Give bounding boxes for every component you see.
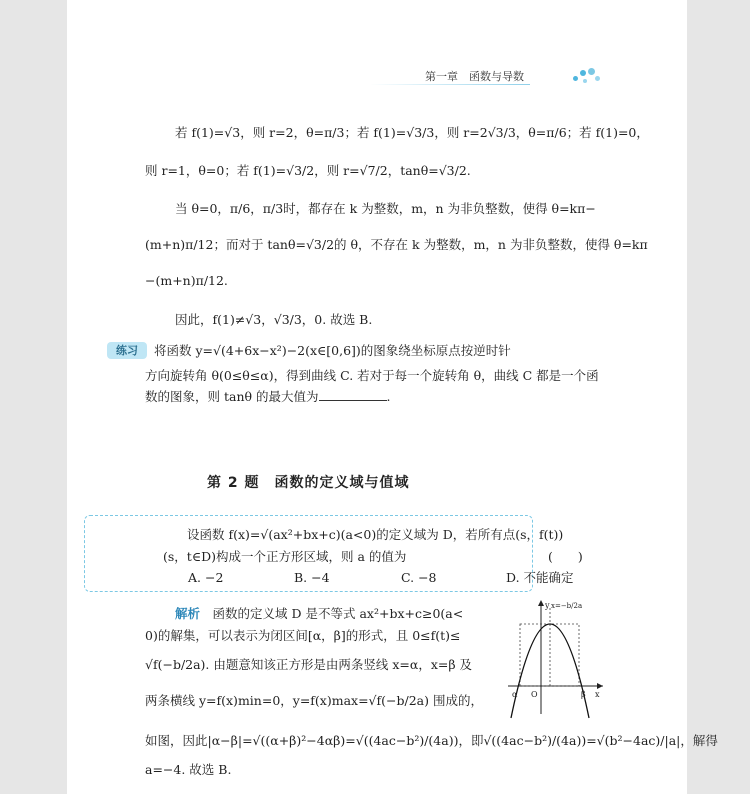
exercise-line-3: 数的图象，则 tanθ 的最大值为 . <box>145 389 391 404</box>
origin-label: O <box>531 690 538 699</box>
solution-line-4: 两条横线 y=f(x)min=0，y=f(x)max=√f(−b/2a) 围成的， <box>145 693 483 708</box>
problem-line-1: 设函数 f(x)=√(ax²+bx+c)(a<0)的定义域为 D，若所有点(s，f(t)) <box>187 527 564 542</box>
solution-line-1: 解析 函数的定义域 D 是不等式 ax²+bx+c≥0(a< <box>175 606 464 621</box>
text-line-3: 当 θ=0，π/6，π/3时，都存在 k 为整数，m，n 为非负整数，使得 θ=kπ− <box>175 201 596 216</box>
solution-label: 解析 <box>175 606 201 621</box>
section-title: 第 2 题 函数的定义域与值域 <box>207 475 410 491</box>
parabola-figure <box>503 596 608 721</box>
text-line-1: 若 f(1)=√3，则 r=2，θ=π/3；若 f(1)=√3/3，则 r=2√3/3，θ=π/6；若 f(1)=0， <box>175 125 649 140</box>
exercise-badge: 练习 <box>107 342 147 359</box>
problem-line-2: (s，t∈D)构成一个正方形区域，则 a 的值为 <box>163 549 407 564</box>
option-d: D. 不能确定 <box>506 570 574 585</box>
x-axis-arrow-icon <box>597 683 603 689</box>
solution-line-6: a=−4. 故选 B. <box>145 762 232 777</box>
axis-label-x: x <box>595 690 600 699</box>
text-line-6: 因此，f(1)≠√3，√3/3，0. 故选 B. <box>175 312 373 327</box>
vertex-line-label: x=−b/2a <box>551 602 583 610</box>
chapter-header: 第一章 函数与导数 <box>425 70 524 83</box>
text-line-2: 则 r=1，θ=0；若 f(1)=√3/2，则 r=√7/2，tanθ=√3/2. <box>145 163 471 178</box>
parabola-curve <box>511 624 589 718</box>
option-b: B. −4 <box>294 570 330 585</box>
text-line-5: −(m+n)π/12. <box>145 273 228 288</box>
option-c: C. −8 <box>401 570 437 585</box>
header-rule <box>370 84 530 85</box>
solution-line-5: 如图，因此|α−β|=√((α+β)²−4αβ)=√((4ac−b²)/(4a))，即√((4ac−b²)/(4a))=√(b²−4ac)/|a|，解得 <box>145 733 718 748</box>
y-axis-arrow-icon <box>538 600 544 606</box>
axis-label-y: y <box>545 601 550 610</box>
square-region <box>520 624 579 686</box>
answer-blank <box>319 389 387 401</box>
exercise-line-2: 方向旋转角 θ(0≤θ≤α)，得到曲线 C. 若对于每一个旋转角 θ，曲线 C 都是一个函 <box>145 368 599 383</box>
beta-label: β <box>581 690 586 699</box>
solution-line-3: √f(−b/2a). 由题意知该正方形是由两条竖线 x=α，x=β 及 <box>145 657 473 672</box>
option-a: A. −2 <box>188 570 224 585</box>
alpha-label: α <box>512 690 518 699</box>
exercise-line-1: 将函数 y=√(4+6x−x²)−2(x∈[0,6])的图象绕坐标原点按逆时针 <box>154 343 511 358</box>
text-line-4: (m+n)π/12；而对于 tanθ=√3/2的 θ，不存在 k 为整数，m，n 为非负整数，使得 θ=kπ <box>145 237 648 252</box>
answer-paren: ( ) <box>548 549 583 564</box>
solution-line-2: 0)的解集，可以表示为闭区间[α，β]的形式，且 0≤f(t)≤ <box>145 628 461 643</box>
